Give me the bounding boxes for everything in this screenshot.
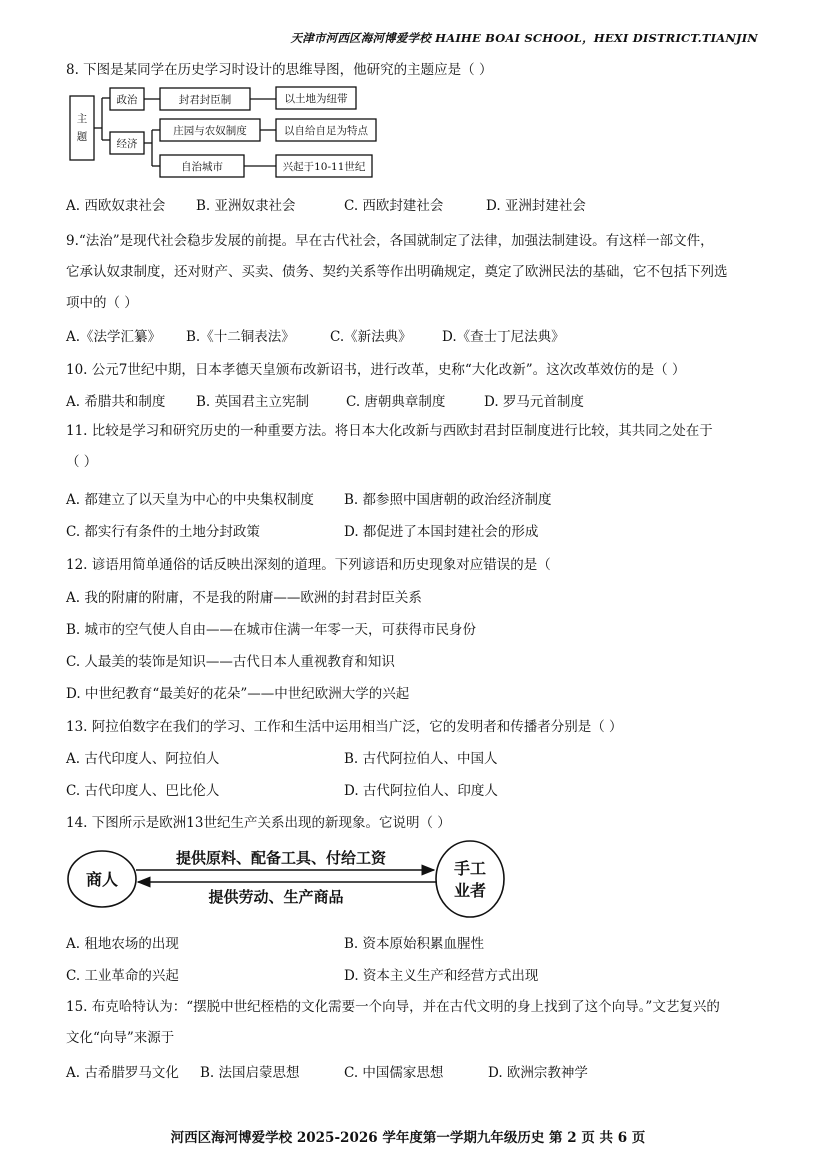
q8-option-d[interactable]: D. 亚洲封建社会: [486, 198, 586, 214]
question-11-line-2: （ ）: [66, 454, 98, 470]
q10-option-d[interactable]: D. 罗马元首制度: [484, 394, 584, 410]
mindmap-root-label-1: 主: [76, 113, 88, 125]
q14-option-b[interactable]: B. 资本原始积累血腥性: [344, 936, 485, 952]
mindmap-root-label-2: 题: [76, 131, 88, 143]
q10-option-a[interactable]: A. 希腊共和制度: [66, 394, 166, 410]
q15-option-d[interactable]: D. 欧洲宗教神学: [488, 1065, 588, 1081]
mindmap-root-box: [70, 96, 94, 160]
question-11-stem: [66, 416, 766, 478]
question-9-stem: [66, 226, 766, 319]
q8-option-b[interactable]: B. 亚洲奴隶社会: [196, 198, 296, 214]
question-12-stem: 12. 谚语用简单通俗的话反映出深刻的道理。下列谚语和历史现象对应错误的是（: [66, 557, 551, 573]
question-11-line-1: 11. 比较是学习和研究历史的一种重要方法。将日本大化改新与西欧封君封臣制度进行比较，其共同之处在于: [66, 423, 713, 439]
q13-option-c[interactable]: C. 古代印度人、巴比伦人: [66, 783, 220, 799]
question-10-stem: 10. 公元7世纪中期，日本孝德天皇颁布改新诏书，进行改革，史称“大化改新”。这次改革效仿的是（ ）: [66, 362, 686, 378]
q8-option-a[interactable]: A. 西欧奴隶社会: [66, 198, 166, 214]
q8-option-c[interactable]: C. 西欧封建社会: [344, 198, 444, 214]
q15-option-a[interactable]: A. 古希腊罗马文化: [66, 1065, 179, 1081]
mindmap-branch2-leaf-b: 兴起于10-11世纪: [282, 161, 366, 173]
q15-option-c[interactable]: C. 中国儒家思想: [344, 1065, 444, 1081]
question-9-line-1: 9.“法治”是现代社会稳步发展的前提。早在古代社会，各国就制定了法律，加强法制建设。有这样一部文件，: [66, 233, 714, 249]
q13-option-a[interactable]: A. 古代印度人、阿拉伯人: [66, 751, 220, 767]
artisan-label-bottom: 业者: [453, 881, 487, 900]
mindmap-branch2-node-b: 自治城市: [181, 161, 223, 173]
mindmap-branch2: 经济: [116, 138, 138, 150]
q11-option-c[interactable]: C. 都实行有条件的土地分封政策: [66, 524, 260, 540]
q12-option-a[interactable]: A. 我的附庸的附庸，不是我的附庸——欧洲的封君封臣关系: [66, 590, 422, 606]
mindmap-branch2-leaf-a: 以自给自足为特点: [284, 125, 368, 137]
question-14-diagram: [66, 834, 510, 924]
artisan-label-top: 手工: [453, 859, 487, 878]
mindmap-branch1: 政治: [116, 94, 138, 106]
arrow-top-label: 提供原料、配备工具、付给工资: [175, 849, 387, 867]
q11-option-d[interactable]: D. 都促进了本国封建社会的形成: [344, 524, 539, 540]
q14-option-c[interactable]: C. 工业革命的兴起: [66, 968, 179, 984]
school-header: 天津市河西区海河博爱学校 HAIHE BOAI SCHOOL，HEXI DISTRICT.TIANJIN: [290, 31, 758, 45]
artisan-circle: [436, 841, 504, 917]
q10-option-b[interactable]: B. 英国君主立宪制: [196, 394, 310, 410]
question-15-stem: [66, 992, 766, 1054]
question-8-stem: 8. 下图是某同学在历史学习时设计的思维导图，他研究的主题应是（ ）: [66, 62, 493, 78]
q11-option-b[interactable]: B. 都参照中国唐朝的政治经济制度: [344, 492, 552, 508]
q11-option-a[interactable]: A. 都建立了以天皇为中心的中央集权制度: [66, 492, 314, 508]
question-14-stem: 14. 下图所示是欧洲13世纪生产关系出现的新现象。它说明（ ）: [66, 815, 451, 831]
arrow-bottom-label: 提供劳动、生产商品: [208, 888, 344, 906]
question-8-mindmap: [66, 80, 396, 186]
q14-option-a[interactable]: A. 租地农场的出现: [66, 936, 179, 952]
q9-option-c[interactable]: C.《新法典》: [330, 329, 412, 345]
question-9-line-2: 它承认奴隶制度，还对财产、买卖、债务、契约关系等作出明确规定，奠定了欧洲民法的基础，它不包括下列选: [66, 264, 728, 280]
q12-option-b[interactable]: B. 城市的空气使人自由——在城市住满一年零一天，可获得市民身份: [66, 622, 477, 638]
question-13-stem: 13. 阿拉伯数字在我们的学习、工作和生活中运用相当广泛，它的发明者和传播者分别是（ ）: [66, 719, 623, 735]
q9-option-a[interactable]: A.《法学汇纂》: [66, 329, 162, 345]
q10-option-c[interactable]: C. 唐朝典章制度: [346, 394, 446, 410]
q9-option-b[interactable]: B.《十二铜表法》: [186, 329, 295, 345]
q13-option-b[interactable]: B. 古代阿拉伯人、中国人: [344, 751, 498, 767]
q12-option-d[interactable]: D. 中世纪教育“最美好的花朵”——中世纪欧洲大学的兴起: [66, 686, 410, 702]
merchant-label: 商人: [85, 870, 119, 889]
q12-option-c[interactable]: C. 人最美的装饰是知识——古代日本人重视教育和知识: [66, 654, 395, 670]
q14-option-d[interactable]: D. 资本主义生产和经营方式出现: [344, 968, 539, 984]
q13-option-d[interactable]: D. 古代阿拉伯人、印度人: [344, 783, 498, 799]
mindmap-branch1-node: 封君封臣制: [178, 94, 232, 106]
question-9-line-3: 项中的（ ）: [66, 295, 138, 311]
q15-option-b[interactable]: B. 法国启蒙思想: [200, 1065, 300, 1081]
question-15-line-1: 15. 布克哈特认为：“摆脱中世纪桎梏的文化需要一个向导，并在古代文明的身上找到了这个向导。”文艺复兴的: [66, 999, 720, 1015]
question-15-line-2: 文化“向导”来源于: [66, 1030, 175, 1046]
mindmap-branch2-node-a: 庄园与农奴制度: [173, 125, 247, 137]
mindmap-branch1-leaf: 以土地为纽带: [284, 93, 348, 105]
page-footer: 河西区海河博爱学校 2025-2026 学年度第一学期九年级历史 第 2 页 共 6 页: [170, 1130, 646, 1146]
q9-option-d[interactable]: D.《查士丁尼法典》: [442, 329, 565, 345]
